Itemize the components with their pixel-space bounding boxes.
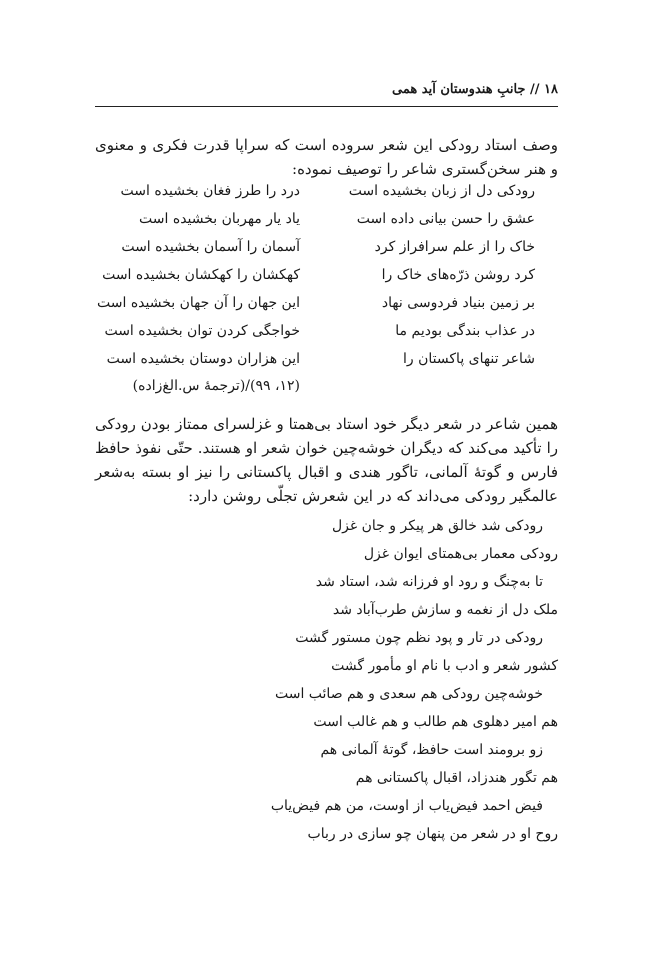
poem-line: روح او در شعر من پنهان چو سازی در رباب [307,826,558,842]
hemistich-second: خواجگی کردن توان بخشیده است [104,323,300,339]
poem-line: خوشه‌چین رودکی هم سعدی و هم صائب است [274,686,543,702]
poem-line: رودکی شد خالق هر پیکر و جان غزل [331,518,543,534]
hemistich-second: این هزاران دوستان بخشیده است [106,351,300,367]
verse-pair [95,183,535,208]
paragraph-2: همین شاعر در شعر دیگر خود استاد بی‌همتا و غزلسرای ممتاز بودن رودکی را تأکید می‌کند که دیگران خوشه‌چین خوان شعر او هستند. حتّی نفوذ حافظ فارس و گوتهٔ آلمانی، تاگور هندی و اقبال پاکستانی را نیز او بسته به‌شعر عالمگیر رودکی می‌داند که در این شعرش تجلّی روشن دارد: [95,415,558,505]
hemistich-first: خاک را از علم سرافراز کرد [374,239,535,255]
header-rule [95,106,558,107]
hemistich-second: درد را طرز فغان بخشیده است [120,183,300,199]
poem-line: هم تگور هندزاد، اقبال پاکستانی هم [355,770,558,786]
verse-pair [95,323,535,348]
verse-pair [95,211,535,236]
hemistich-second: یاد یار مهربان بخشیده است [139,211,300,227]
poem-line: هم امیر دهلوی هم طالب و هم غالب است [313,714,558,730]
hemistich-second: این جهان را آن جهان بخشیده است [97,295,300,311]
hemistich-first: شاعر تنهای پاکستان را [403,351,535,367]
verse-pair [95,239,535,264]
verse-pair [95,267,535,292]
poem-line: کشور شعر و ادب با نام او مأمور گشت [331,658,558,674]
hemistich-first: بر زمین بنیاد فردوسی نهاد [381,295,535,311]
poem-line: زو برومند است حافظ، گوتهٔ آلمانی هم [320,742,543,758]
poem-line: رودکی در تار و پود نظم چون مستور گشت [295,630,543,646]
running-title: جانبِ هندوستان آید همی [392,82,526,97]
running-head [95,82,558,106]
poem-line: ملک دل از نغمه و سازش طرب‌آباد شد [332,602,558,618]
poem-line: فیض احمد فیض‌یاب از اوست، من هم فیض‌یاب [270,798,543,814]
poem-line: تا به‌چنگ و رود او فرزانه شد، استاد شد [315,574,543,590]
page-number: ۱۸ [544,82,558,97]
hemistich-second: آسمان را آسمان بخشیده است [121,239,300,255]
hemistich-first: عشق را حسن بیانی داده است [356,211,535,227]
hemistich-first: کرد روشن ذرّه‌های خاک را [381,267,535,283]
hemistich-first: در عذاب بندگی بودیم ما [395,323,535,339]
header-separator: // [530,82,540,97]
hemistich-first: رودکی دل از زبان بخشیده است [348,183,535,199]
verse-pair [95,351,535,376]
paragraph-1: وصف استاد رودکی این شعر سروده است که سراپا قدرت فکری و معنوی و هنر سخن‌گستری شاعر را توصیف نموده: [95,136,558,178]
citation: (۱۲، ۹۹)/(ترجمهٔ س.الغ‌زاده) [132,378,300,394]
hemistich-second: کهکشان را کهکشان بخشیده است [102,267,300,283]
verse-pair [95,295,535,320]
poem-line: رودکی معمار بی‌همتای ایوان غزل [363,546,558,562]
